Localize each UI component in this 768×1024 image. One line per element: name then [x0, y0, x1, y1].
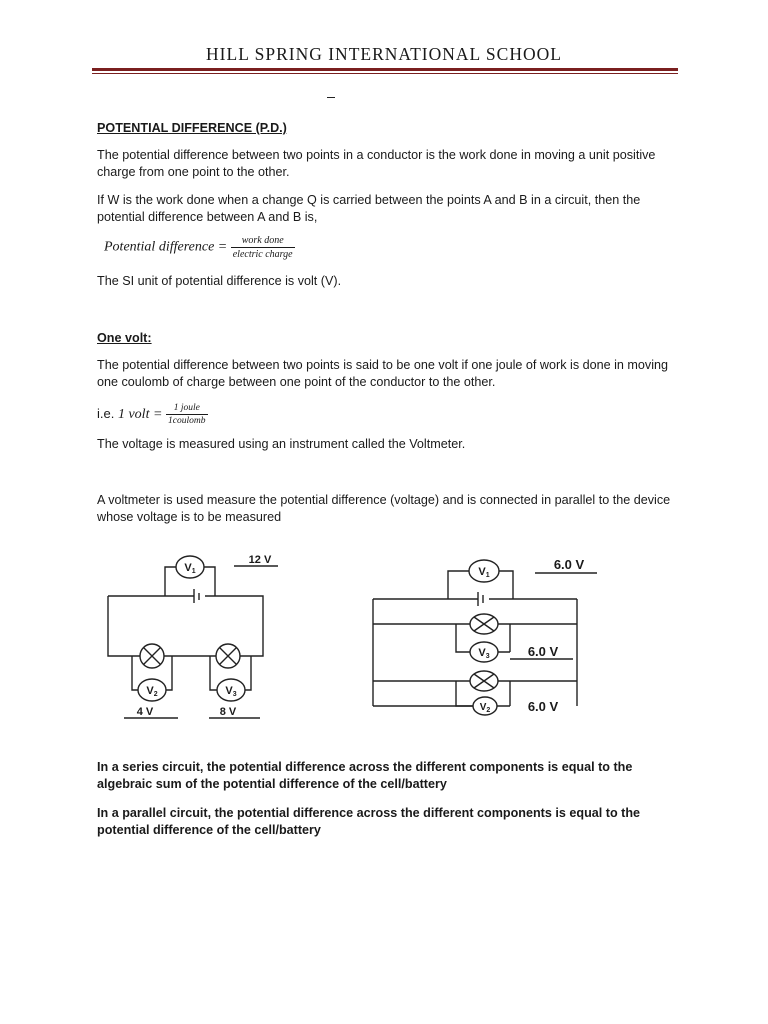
series-v2-reading: 4 V: [136, 706, 154, 718]
meter-subscript: 1: [485, 572, 490, 579]
parallel-v1-reading: 6.0 V: [553, 557, 585, 572]
series-conclusion: In a series circuit, the potential difference across the different components is equal to the algebraic sum of the potential difference of the cell/battery: [97, 760, 633, 791]
parallel-v2-reading: 6.0 V: [527, 699, 559, 714]
meter-subscript: 1: [191, 568, 196, 575]
meter-subscript: 2: [153, 691, 158, 698]
pd-explanation: If W is the work done when a change Q is carried between the points A and B in a circuit, then the potential difference between A and B is,: [97, 193, 641, 224]
pd-formula-numerator: work done: [231, 234, 295, 248]
volt-formula-denominator: 1coulomb: [168, 416, 206, 426]
volt-heading: One volt:: [97, 331, 152, 345]
series-v3-reading: 8 V: [219, 706, 237, 718]
parallel-conclusion: In a parallel circuit, the potential difference across the different components is equal to the potential difference of the cell/battery: [97, 806, 641, 837]
voltmeter-note: A voltmeter is used measure the potential difference (voltage) and is connected in parallel to the device whose voltage is to be measured: [97, 493, 671, 524]
parallel-v3-label: V3: [478, 647, 490, 660]
meter-subscript: 3: [232, 691, 237, 698]
series-v1-label: V1: [184, 562, 196, 575]
meter-subscript: 3: [485, 653, 490, 660]
series-v3-label: V3: [225, 685, 237, 698]
parallel-v2-label: $V_2$: [479, 702, 491, 714]
series-v1-reading: 12 V: [248, 554, 272, 566]
pd-definition: The potential difference between two points in a conductor is the work done in moving a unit positive charge from one point to the other.: [97, 148, 656, 179]
school-name: HILL SPRING INTERNATIONAL SCHOOL: [206, 44, 562, 64]
voltmeter-instrument: The voltage is measured using an instrument called the Voltmeter.: [97, 437, 466, 451]
parallel-circuit: [373, 560, 597, 715]
volt-formula-prefix: i.e.: [97, 405, 115, 421]
volt-formula-numerator: 1 joule: [166, 402, 207, 415]
meter-subscript: 2: [486, 707, 491, 714]
pd-si-unit: The SI unit of potential difference is volt (V).: [97, 274, 342, 288]
parallel-v1-label: V1: [478, 566, 490, 579]
series-v2-label: V2: [146, 685, 158, 698]
parallel-v3-reading: 6.0 V: [527, 644, 559, 659]
series-circuit: [108, 556, 278, 718]
volt-formula-lhs: 1 volt =: [117, 406, 163, 422]
volt-definition: The potential difference between two points is said to be one volt if one joule of work is done in moving one coulomb of charge between one point of the conductor to the other.: [97, 358, 669, 389]
pd-formula-lhs: Potential difference =: [104, 239, 228, 255]
pd-heading: POTENTIAL DIFFERENCE (P.D.): [97, 121, 287, 135]
pd-formula-denominator: electric charge: [232, 249, 293, 260]
